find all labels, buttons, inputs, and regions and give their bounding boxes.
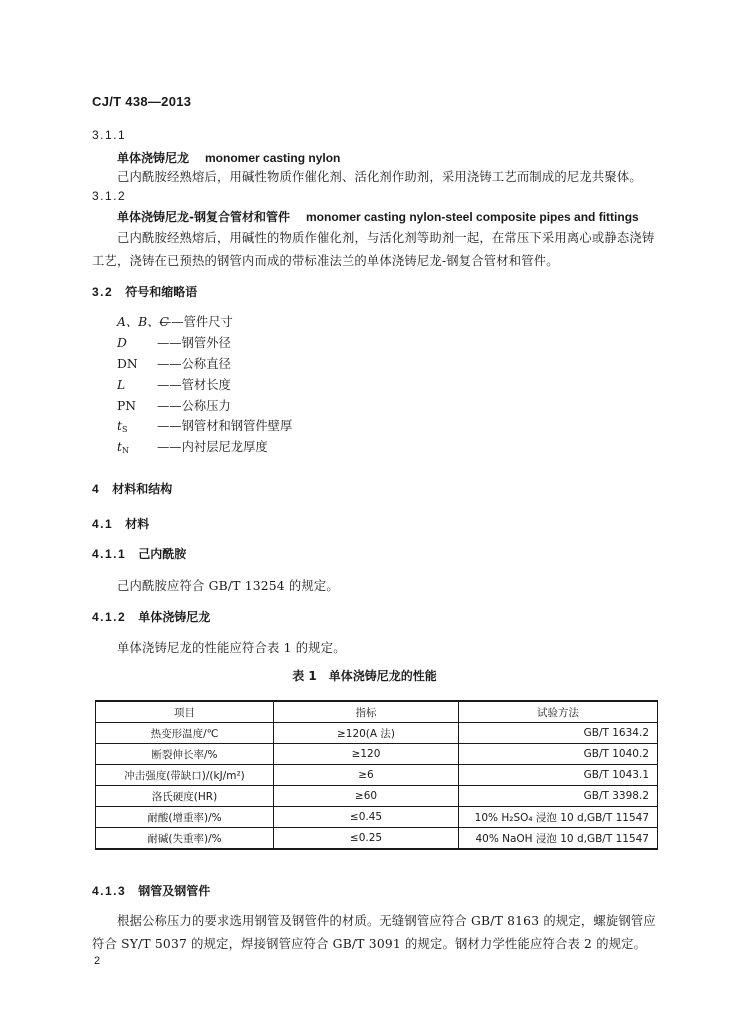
term-heading [117, 208, 639, 225]
section-number: 4.1.3 [92, 884, 127, 898]
table-cell: 10% H₂SO₄ 浸泡 10 d,GB/T 11547 [459, 807, 658, 828]
section-title: 己内酰胺 [138, 547, 187, 561]
table-cell: GB/T 1634.2 [459, 723, 658, 744]
table-cell: 40% NaOH 浸泡 10 d,GB/T 11547 [459, 828, 658, 850]
symbol-row [117, 354, 231, 372]
properties-table [95, 700, 658, 850]
clause-text-line: 根据公称压力的要求选用钢管及钢管件的材质。无缝钢管应符合 GB/T 8163 的规定，螺旋钢管应 [117, 914, 656, 928]
symbol-description: ——管件尺寸 [159, 315, 233, 329]
table-cell: 耐酸(增重率)/% [96, 807, 274, 828]
section-heading [92, 608, 210, 625]
table-header-row [96, 701, 658, 723]
table-cell: ≥120(A 法) [274, 723, 459, 744]
section-title: 符号和缩略语 [125, 285, 198, 299]
symbol: $t_S$ [117, 419, 128, 434]
table-cell: ≥6 [274, 765, 459, 786]
page-number: 2 [94, 955, 101, 967]
symbol-row [117, 396, 231, 414]
table-row [96, 786, 658, 807]
term-definition-line: 工艺，浇铸在已预热的钢管内而成的带标准法兰的单体浇铸尼龙-钢复合管材和管件。 [92, 254, 559, 268]
section-heading [92, 882, 210, 899]
section-heading [92, 283, 197, 300]
table-row [96, 828, 658, 850]
section-title: 材料 [125, 517, 150, 531]
symbol-row [117, 437, 268, 455]
table-cell: ≤0.25 [274, 828, 459, 850]
standard-code: CJ/T 438—2013 [92, 94, 192, 109]
section-number: 4.1.2 [92, 610, 127, 624]
table-cell: 耐碱(失重率)/% [96, 828, 274, 850]
table-cell: ≤0.45 [274, 807, 459, 828]
term-english: monomer casting nylon [205, 151, 341, 165]
section-number: 4.1 [92, 517, 114, 531]
table-row [96, 744, 658, 765]
term-chinese: 单体浇铸尼龙-钢复合管材和管件 [117, 210, 290, 224]
table-cell: 热变形温度/℃ [96, 723, 274, 744]
section-number: 3.2 [92, 285, 114, 299]
table-header-cell: 项目 [96, 701, 274, 723]
clause-number: 3.1.2 [92, 189, 127, 203]
table-cell: ≥120 [274, 744, 459, 765]
clause-text: 己内酰胺应符合 GB/T 13254 的规定。 [117, 579, 339, 593]
table-caption: 表 1 单体浇铸尼龙的性能 [292, 669, 437, 683]
clause-text: 单体浇铸尼龙的性能应符合表 1 的规定。 [117, 641, 346, 655]
section-title: 钢管及钢管件 [138, 884, 211, 898]
symbol-description: ——管材长度 [157, 378, 231, 392]
section-number: 4.1.1 [92, 547, 127, 561]
section-heading [92, 480, 172, 497]
symbol: L [117, 378, 126, 392]
symbol-subscript: S [121, 425, 128, 434]
table-cell: 冲击强度(带缺口)/(kJ/m²) [96, 765, 274, 786]
section-title: 材料和结构 [112, 482, 173, 496]
table-cell: GB/T 1040.2 [459, 744, 658, 765]
clause-text-line: 符合 SY/T 5037 的规定，焊接钢管应符合 GB/T 3091 的规定。钢材力学性能应符合表 2 的规定。 [92, 937, 647, 951]
symbol-subscript: N [121, 446, 129, 455]
term-chinese: 单体浇铸尼龙 [117, 151, 190, 165]
table-cell: 洛氏硬度(HR) [96, 786, 274, 807]
term-definition-line: 己内酰胺经熟熔后，用碱性的物质作催化剂，与活化剂等助剂一起，在常压下采用离心或静态浇铸 [117, 231, 655, 245]
symbol: PN [117, 399, 137, 413]
symbol: $t_N$ [117, 440, 129, 455]
table-row [96, 807, 658, 828]
symbol: A、B、C [117, 315, 169, 329]
symbol-row [117, 312, 233, 330]
table-header-cell: 指标 [274, 701, 459, 723]
clause-number: 3.1.1 [92, 128, 127, 142]
table-header-cell: 试验方法 [459, 701, 658, 723]
section-number: 4 [92, 482, 101, 496]
table-cell: 断裂伸长率/% [96, 744, 274, 765]
table-cell: ≥60 [274, 786, 459, 807]
symbol-description: ——钢管材和钢管件壁厚 [157, 419, 293, 433]
section-heading [92, 545, 186, 562]
term-english: monomer casting nylon-steel composite pipes and fittings [305, 210, 639, 224]
symbol-description: ——钢管外径 [157, 336, 231, 350]
symbol-row [117, 333, 231, 351]
table-cell: GB/T 3398.2 [459, 786, 658, 807]
symbol-row [117, 416, 292, 434]
symbol-description: ——公称直径 [157, 357, 231, 371]
section-heading [92, 515, 149, 532]
table-cell: GB/T 1043.1 [459, 765, 658, 786]
term-heading [117, 149, 340, 166]
symbol-description: ——公称压力 [157, 399, 231, 413]
term-definition: 己内酰胺经熟熔后，用碱性物质作催化剂、活化剂作助剂，采用浇铸工艺而制成的尼龙共聚体。 [117, 170, 642, 184]
section-title: 单体浇铸尼龙 [138, 610, 211, 624]
symbol-description: ——内衬层尼龙厚度 [157, 440, 268, 454]
symbol: DN [117, 357, 138, 371]
table-row [96, 765, 658, 786]
symbol: D [117, 336, 127, 350]
table-row [96, 723, 658, 744]
symbol-row [117, 375, 231, 393]
